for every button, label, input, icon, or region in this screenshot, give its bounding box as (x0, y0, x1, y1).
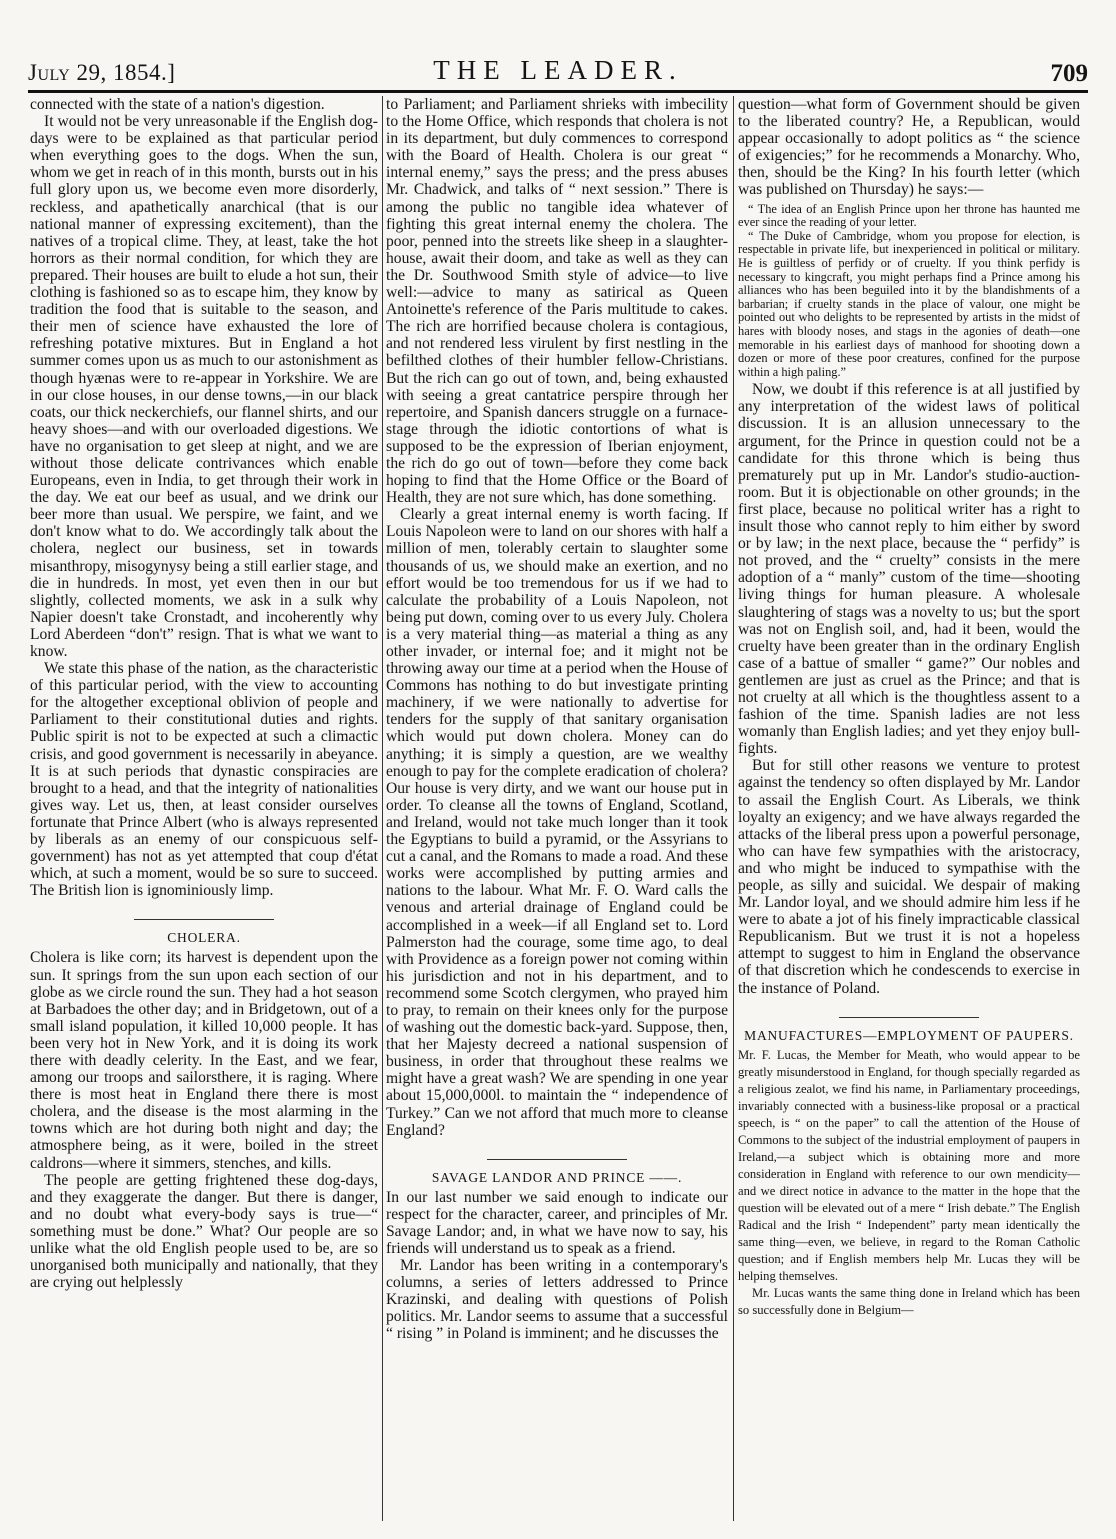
paragraph: Mr. Landor has been writing in a contemporary's columns, a series of letters addressed to Prince Krazinski, and dealing with questions of Polish politics. Mr. Landor seems to assume that a successful “ rising ” in Poland is imminent; and he discusses the (386, 1257, 728, 1343)
column-3 (738, 96, 1080, 1521)
quote-paragraph: “ The Duke of Cambridge, whom you propose for election, is respectable in private life, but inexperienced in political or military. He is guiltless of perfidy or of cruelty. If you think perfidy is necessary to kingcraft, you might perhaps find a Prince among his alliances who has been beguiled into it by the blandishments of a barbarian; if cruelty stands in the place of valour, one might be pointed out who delights to be represented by artists in the midst of hares with bloody noses, and stags in the agonies of death—one memorable in his earliest days of manhood for shooting down a dozen or more of these poor creatures, confined for the purpose within a high paling.” (738, 228, 1080, 379)
masthead-rule (28, 90, 1088, 93)
section-heading-manufactures: MANUFACTURES—EMPLOYMENT OF PAUPERS. (744, 1027, 1074, 1043)
section-heading-cholera: CHOLERA. (167, 930, 241, 946)
paragraph: Now, we doubt if this reference is at all justified by any interpretation of the widest laws of political discussion. It is an allusion unnecessary to the argument, for the Prince in question could not be a candidate for this throne which is being thus prematurely put up in Mr. Landor's studio-auction-room. But it is objectionable on other grounds; in the first place, because no political writer has a right to insult those who cannot reply to him either by sword or by law; in the next place, because the “ perfidy” is not proved, and the “ cruelty” consists in the mere adoption of a “ manly” custom of the time—shooting living things for human pleasure. A wholesale slaughtering of stags was a novelty to us; but the sport was not on English soil, and, had it been, would the cruelty have been greater than in the ordinary English case of a battue of smaller “ game?” Our nobles and gentlemen are just as cruel as the Prince; and that is not cruelty at all which is the thoughtless assent to a fashion of the time. Spanish ladies are not less womanly than English ladies; and yet they enjoy bull-fights. (738, 381, 1080, 758)
paragraph: The people are getting frightened these dog-days, and they exaggerate the danger. But there is danger, and no doubt what every-body says is true—“ something must be done.” What? Our people are so unlike what the old English people used to be, are so unorganised both municipally and nationally, that they are crying out helplessly (30, 1171, 378, 1292)
paragraph: It would not be very unreasonable if the English dog-days were to be explained as that particular period when everything goes to the dogs. When the sun, whom we get in reach of in this month, bursts out in his full glory upon us, we become even more disorderly, reckless, and apathetically anarchical (that is our national manner of expressing excitement), than the natives of a tropical clime. They, at least, take the hot horrors as their normal condition, for which they are prepared. Their houses are built to elude a hot sun, their clothing is fashioned so as to escape him, they know by tradition the food that is suitable to the season, and their men of science have exhausted the lore of refreshing potative mixtures. But in England a hot summer comes upon us as much to our astonishment as though hyænas were to re-appear in Yorkshire. We are in our close houses, in our dense towns,—in our black coats, our thick neckerchiefs, our flannel shirts, and our heavy shoes—and with our overloaded digestions. We have no organisation to get sleep at night, and we are without those delicate contrivances which enable Europeans, even in India, to get through their work in the day. We eat our beef as usual, and we drink our beer more than usual. We perspire, we faint, and we don't know what to do. We accordingly talk about the cholera, neglect our business, set in towards misanthropy, misogynysy being a still earlier stage, and die in hundreds. In most, yet even then in our but slightly, collected moments, we ask in a sulk why Napier doesn't take Cronstadt, and incoherently why Lord Aberdeen “don't” resign. That is what we want to know. (30, 113, 378, 660)
paragraph: But for still other reasons we venture to protest against the tendency so often displayed by Mr. Landor to assail the English Court. As Liberals, we think loyalty an exigency; and we have always regarded the attacks of the liberal press upon a powerful personage, who can have few sympathies with the aristocracy, and who might be induced to sympathise with the people, as silly and suicidal. We despair of making Mr. Landor loyal, and we should admire him less if he were to abate a jot of his finely impracticable classical Republicanism. But we trust it is not a hopeless attempt to suggest to him in England the observance of that discretion which he condescends to exercise in the instance of Poland. (738, 757, 1080, 997)
column-1 (30, 96, 378, 1521)
column-divider (733, 96, 734, 1521)
masthead (28, 56, 1088, 88)
paragraph: connected with the state of a nation's digestion. (30, 96, 325, 113)
quote-paragraph: “ The idea of an English Prince upon her throne has haunted me ever since the reading of your letter. (738, 201, 1080, 230)
paragraph: to Parliament; and Parliament shrieks with imbecility to the Home Office, which responds that cholera is not in its department, but duly commences to correspond with the Board of Health. Cholera is our great “ internal enemy,” says the press; and the press abuses Mr. Chadwick, and talks of “ next session.” There is among the public no tangible idea whatever of fighting this great internal enemy the cholera. The poor, penned into the streets like sheep in a slaughter-house, await their doom, and take as well as they can the Dr. Southwood Smith style of advice—to live well:—advice to many as satirical as Queen Antoinette's reference of the Paris multitude to cakes. The rich are horrified because cholera is contagious, and not rendered less virulent by first nestling in the befilthed clothes of their humbler fellow-Christians. But the rich can go out of town, and, being exhausted with seeing a great cantatrice perspire through her repertoire, and Spanish dancers struggle on a furnace-stage through the idiotic contortions of what is supposed to be the expression of Iberian enjoyment, the rich do go out of town—before they come back hoping to find that the Home Office or the Board of Health, they are not sure which, has done something. (386, 96, 728, 507)
newspaper-title: THE LEADER. (433, 55, 683, 85)
paragraph: Clearly a great internal enemy is worth facing. If Louis Napoleon were to land on our shores with half a million of men, tolerably certain to slaughter some thousands of us, we should make an exertion, and no effort would be too tremendous for us if we had to calculate the probability of a Louis Napoleon, not being put down, coming over to us every July. Cholera is a very material thing—as material a thing as any other invader, or internal foe; and it might not be throwing away our time at a period when the House of Commons has nothing to do but investigate printing machinery, if we were nationally to advertise for tenders for the supply of that sanitary organisation which would put down cholera. Money can do anything; it is simply a question, are we wealthy enough to pay for the complete eradication of cholera? Our house is very dirty, and we want our house put in order. To cleanse all the towns of England, Scotland, and Ireland, would not take much longer than it took the Egyptians to build a pyramid, or the Assyrians to cut a canal, and the Romans to made a road. And these works were accomplished by putting armies and nations to the labour. What Mr. F. O. Ward calls the venous and arterial drainage of England could be accomplished in a week—if all England set to. Lord Palmerston had the courage, some time ago, to deal with Providence as a foreign power not coming within his jurisdiction and not in his department, and to recommend some Scotch clergymen, who prayed him to pray, to remain on their knees only for the purpose of washing out the domestic back-yard. Suppose, then, that her Majesty decreed a national suspension of business, in order that throughout these realms we might have a great wash? We are spending in one year about 15,000,000l. to maintain the “ independence of Turkey.” Can we not afford that much more to cleanse England? (386, 506, 728, 1139)
section-rule (134, 919, 274, 920)
section-rule (839, 1017, 979, 1018)
paragraph: Cholera is like corn; its harvest is dependent upon the sun. It springs from the sun upon each section of our globe as we circle round the sun. They had a hot season at Barbadoes the other day; and in Bridgetown, out of a small island population, it killed 10,000 people. It has been very hot in New York, and it is doing its work there with deadly celerity. In the East, and we fear, among our troops and sailorsthere, it is raging. Where there is most heat in England there there is most cholera, and the disease is the most alarming in the towns which are hot during both night and day; the atmosphere being, as it were, boiled in the street caldrons—where it simmers, stenches, and kills. (30, 949, 378, 1172)
paragraph: We state this phase of the nation, as the characteristic of this particular period, with the view to accounting for the altogether exceptional oblivion of people and Parliament to their constitutional duties and rights. Public spirit is not to be expected at such a climactic crisis, and good government is necessarily in abeyance. It is at such periods that dynastic conspiracies are brought to a head, and that the integrity of nationalities gives way. Let us, then, at least consider ourselves fortunate that Prince Albert (who is always represented by liberals as an enemy of our conspicuous self-government) has not as yet attempted that coup d'état which, at such a moment, would be so sure to succeed. The British lion is ignominiously limp. (30, 660, 378, 900)
column-divider (382, 96, 383, 1521)
section-rule (487, 1159, 627, 1160)
paragraph: Mr. F. Lucas, the Member for Meath, who would appear to be greatly misunderstood in England, for though specially regarded as a religious zealot, we find his name, in Parliamentary proceedings, invariably connected with a business-like proposal or a practical speech, is “ on the paper” to call the attention of the House of Commons to the subject of the industrial employment of paupers in Ireland,—a subject which is obtaining more and more consideration in England with reference to our own mendicity—and we direct notice in advance to the matter in the hope that the question will be elevated out of a mere “ Irish debate.” The English Radical and the Irish “ Independent” party mean identically the same thing—even, we believe, in regard to the Roman Catholic question; and if English members help Mr. Lucas they will be helping themselves. (738, 1047, 1080, 1283)
block-quote (738, 203, 1080, 380)
page-number: 709 (1050, 60, 1088, 87)
section-heading-landor: SAVAGE LANDOR AND PRINCE ——. (431, 1169, 683, 1185)
paragraph: In our last number we said enough to indicate our respect for the character, career, and principles of Mr. Savage Landor; and, in what we have now to say, his friends will understand us to speak as a friend. (386, 1188, 728, 1257)
paragraph: question—what form of Government should be given to the liberated country? He, a Republican, would appear occasionally to adopt politics as “ the science of exigencies;” for he recommends a Monarchy. Who, then, should be the King? In his fourth letter (which was published on Thursday) he says:— (738, 96, 1080, 199)
issue-date: July 29, 1854.] (28, 60, 176, 85)
paragraph: Mr. Lucas wants the same thing done in Ireland which has been so successfully done in Belgium— (738, 1285, 1080, 1317)
column-2 (386, 96, 728, 1521)
